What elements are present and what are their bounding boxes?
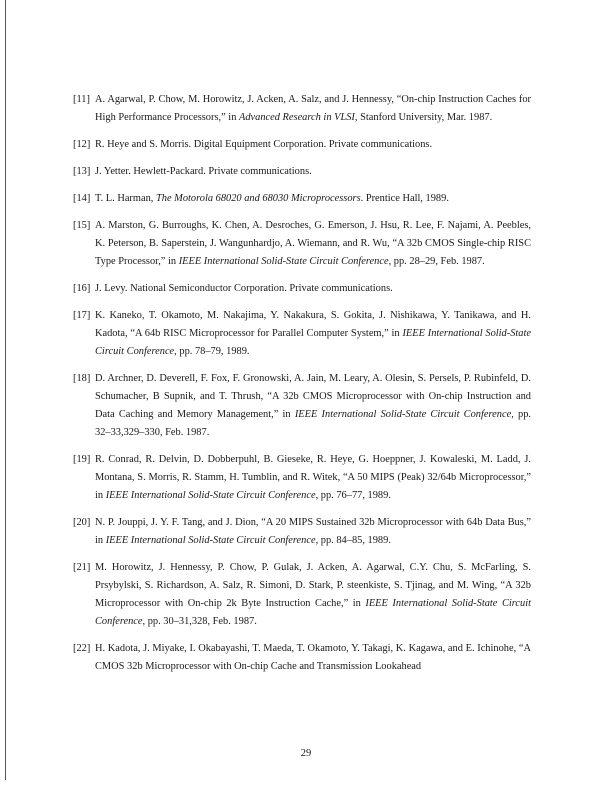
reference-text <box>95 562 531 627</box>
reference-segment: , pp. 84–85, 1989. <box>315 535 391 546</box>
reference-text <box>95 220 531 267</box>
reference-item <box>73 136 531 154</box>
reference-segment: , pp. 32–33,329–330, Feb. 1987. <box>95 409 532 438</box>
reference-text <box>95 166 312 177</box>
reference-segment: M. Horowitz, J. Hennessy, P. Chow, P. Gulak, J. Acken, A. Agarwal, C.Y. Chu, S. McFarling, S. Prsybylski, S. Richardson, A. Salz, R. Simoni, D. Stark, P. steenkiste, S. Tjinag, and M. Wing, “A 32b Microprocessor with On-chip 2k Byte Instruction Cache,” in <box>95 562 531 609</box>
reference-number: [16] <box>73 283 91 294</box>
reference-segment: T. L. Harman, <box>95 193 156 204</box>
reference-text <box>95 94 531 123</box>
reference-venue: IEEE International Solid-State Circuit Conference <box>105 535 316 546</box>
reference-text <box>95 283 393 294</box>
reference-segment: A. Agarwal, P. Chow, M. Horowitz, J. Acken, A. Salz, and J. Hennessy, “On-chip Instruction Caches for High Performance Processors,” in <box>95 94 531 123</box>
reference-text <box>95 643 531 672</box>
reference-item <box>73 163 531 181</box>
reference-item <box>73 307 531 361</box>
reference-number: [22] <box>73 643 91 654</box>
reference-segment: H. Kadota, J. Miyake, I. Okabayashi, T. Maeda, T. Okamoto, Y. Takagi, K. Kagawa, and E. Ichinohe, “A CMOS 32b Microprocessor with On-chip Cache and Transmission Lookahead <box>95 643 531 672</box>
reference-segment: K. Kaneko, T. Okamoto, M. Nakajima, Y. Nakakura, S. Gokita, J. Nishikawa, Y. Tanikawa, and H. Kadota, “A 64b RISC Microprocessor for Parallel Computer System,” in <box>95 310 531 339</box>
reference-number: [12] <box>73 139 91 150</box>
reference-number: [18] <box>73 373 91 384</box>
reference-venue: IEEE International Solid-State Circuit Conference <box>95 328 531 357</box>
reference-number: [19] <box>73 454 91 465</box>
reference-item <box>73 559 531 631</box>
reference-venue: Advanced Research in VLSI <box>239 112 355 123</box>
reference-item <box>73 280 531 298</box>
reference-text <box>95 310 531 357</box>
reference-item <box>73 370 531 442</box>
reference-segment: N. P. Jouppi, J. Y. F. Tang, and J. Dion, “A 20 MIPS Sustained 32b Microprocessor with 64b Data Bus,” in <box>95 517 531 546</box>
reference-venue: The Motorola 68020 and 68030 Microprocessors <box>155 193 361 204</box>
reference-item <box>73 217 531 271</box>
reference-list <box>73 91 531 685</box>
reference-segment: , pp. 76–77, 1989. <box>315 490 391 501</box>
page-number: 29 <box>300 748 312 759</box>
reference-segment: D. Archner, D. Deverell, F. Fox, F. Gronowski, A. Jain, M. Leary, A. Olesin, S. Persels, P. Rubinfeld, D. Schumacher, B Supnik, and T. Thrush, “A 32b CMOS Microprocessor with On-chip Instruction and Data Caching and Memory Management,” in <box>95 373 531 420</box>
reference-segment: , pp. 30–31,328, Feb. 1987. <box>142 616 257 627</box>
reference-number: [20] <box>73 517 91 528</box>
reference-number: [17] <box>73 310 91 321</box>
reference-segment: R. Heye and S. Morris. Digital Equipment Corporation. Private communications. <box>95 139 433 150</box>
reference-text <box>95 517 531 546</box>
reference-item <box>73 640 531 676</box>
reference-segment: A. Marston, G. Burroughs, K. Chen, A. Desroches, G. Emerson, J. Hsu, R. Lee, F. Najami, A. Peebles, K. Peterson, B. Saperstein, J. Wangunhardjo, A. Wiemann, and R. Wu, “A 32b CMOS Single-chip RISC Type Processor,” in <box>95 220 531 267</box>
reference-venue: IEEE International Solid-State Circuit Conference <box>178 256 389 267</box>
reference-number: [11] <box>73 94 90 105</box>
reference-text <box>95 454 531 501</box>
reference-segment: J. Levy. National Semiconductor Corporation. Private communications. <box>95 283 393 294</box>
page-edge-rule <box>5 0 6 780</box>
reference-segment: , pp. 28–29, Feb. 1987. <box>388 256 485 267</box>
reference-venue: IEEE International Solid-State Circuit Conference <box>294 409 512 420</box>
reference-number: [21] <box>73 562 91 573</box>
reference-number: [15] <box>73 220 91 231</box>
reference-segment: , Stanford University, Mar. 1987. <box>354 112 493 123</box>
reference-item <box>73 451 531 505</box>
reference-text <box>95 373 531 438</box>
reference-number: [13] <box>73 166 91 177</box>
reference-segment: . Prentice Hall, 1989. <box>360 193 449 204</box>
reference-text <box>95 139 432 150</box>
reference-number: [14] <box>73 193 91 204</box>
reference-text <box>95 193 449 204</box>
reference-segment: J. Yetter. Hewlett-Packard. Private communications. <box>95 166 312 177</box>
reference-segment: R. Conrad, R. Delvin, D. Dobberpuhl, B. Gieseke, R. Heye, G. Hoeppner, J. Kowaleski, M. Ladd, J. Montana, S. Morris, R. Stamm, H. Tumblin, and R. Witek, “A 50 MIPS (Peak) 32/64b Microprocessor,” in <box>95 454 531 501</box>
reference-venue: IEEE International Solid-State Circuit Conference <box>105 490 316 501</box>
reference-item <box>73 91 531 127</box>
reference-venue: IEEE International Solid-State Circuit Conference <box>95 598 531 627</box>
reference-item <box>73 514 531 550</box>
reference-item <box>73 190 531 208</box>
reference-segment: , pp. 78–79, 1989. <box>174 346 250 357</box>
